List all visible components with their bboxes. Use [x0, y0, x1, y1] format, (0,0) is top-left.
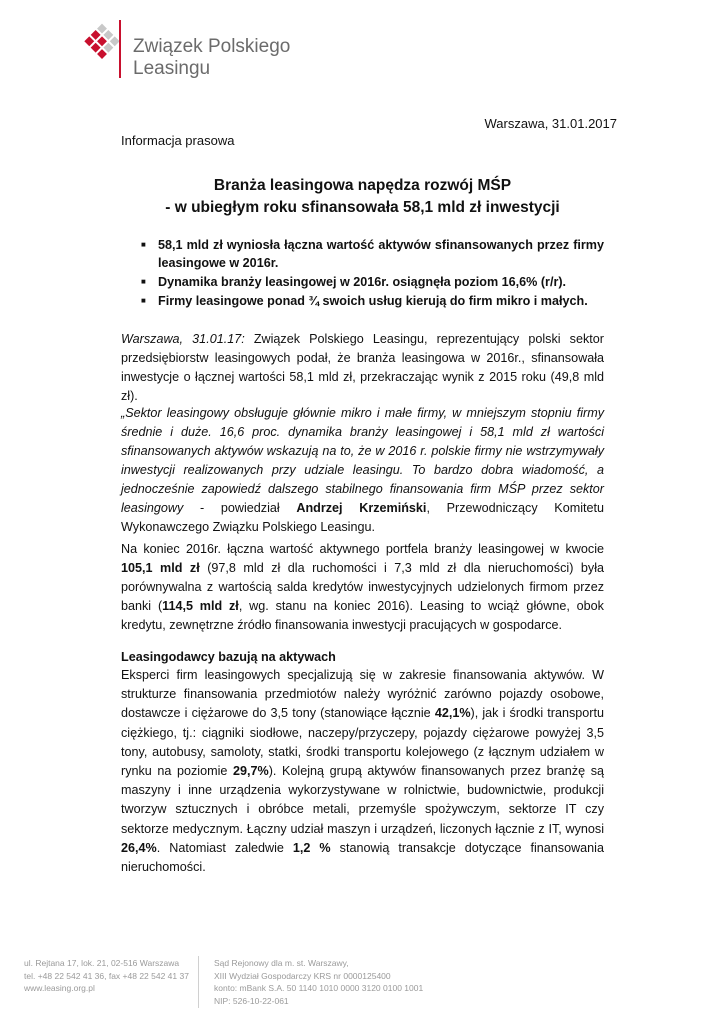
footer-account: konto: mBank S.A. 50 1140 1010 0000 3120 0100 1001 [214, 983, 424, 993]
footer-divider [198, 956, 199, 1008]
document-type: Informacja prasowa [121, 133, 235, 148]
intro-text: Związek Polskiego Leasingu, reprezentujący polski sektor przedsiębiorstw leasingowych podał, że branża leasingowa w 2016r., sfinansowała inwestycje o łącznej wartości 58,1 mld zł, przekraczając wynik z 2015 roku (49,8 mld zł). [121, 332, 604, 403]
portfolio-paragraph [121, 540, 604, 635]
logo-line-2: Leasingu [133, 58, 211, 79]
title-line-2: - w ubiegłym roku sfinansowała 58,1 mld zł inwestycji [165, 199, 560, 216]
logo-wordmark [133, 36, 290, 80]
footer-phone: tel. +48 22 542 41 36, fax +48 22 542 41 37 [24, 970, 189, 981]
highlight-value: 114,5 mld zł [162, 599, 239, 613]
highlight-value: 105,1 mld zł [121, 561, 200, 575]
intro-paragraph [121, 330, 604, 406]
footer-contact [24, 957, 189, 995]
highlight-value: 42,1% [434, 706, 471, 721]
footer-registry [214, 957, 423, 1007]
footer-krs: XIII Wydział Gospodarczy KRS nr 0000125400 [214, 970, 391, 981]
key-point: ■ Dynamika branży leasingowej w 2016r. osiągnęła poziom 16,6% (r/r). [121, 273, 604, 291]
quote-role: , Przewodniczący Komitetu Wykonawczego Związku Polskiego Leasingu. [121, 501, 604, 534]
highlight-value: 1,2 % [292, 840, 331, 855]
text-run: ). Kolejną grupą aktywów finansowanych przez branżę są maszyny i inne urządzenia wykorzystywane w rolnictwie, budownictwie, produkcji tworzyw sztucznych i obróbce metali, przemyśle spożywczym, sektorze IT czy sektorze medycznym. Łączny udział maszyn i urządzeń, liczonych łącznie z IT, wynosi [121, 764, 604, 836]
key-point: ■ Firmy leasingowe ponad ¾ swoich usług kierują do firm mikro i małych. [121, 292, 604, 310]
text-run: Na koniec 2016r. łączna wartość aktywnego portfela branży leasingowej w kwocie [121, 542, 604, 556]
key-points-list [121, 236, 604, 311]
title-line-1: Branża leasingowa napędza rozwój MŚP [213, 177, 512, 194]
assets-paragraph [121, 666, 604, 877]
text-run: ), jak i środki transportu ciężkiego, tj.: ciągniki siodłowe, naczepy/przyczepy, pojazdy ciężarowe powyżej 3,5 tony, autobusy, samoloty, statki, środki transportu kolejowego (z łącznym udziałem w rynku na poziomie [121, 706, 604, 779]
footer-court: Sąd Rejonowy dla m. st. Warszawy, [214, 958, 349, 968]
text-run: (97,8 mld zł dla ruchomości i 7,3 mld zł dla nieruchomości) była porównywalna z wartością salda kredytów inwestycyjnych udzielonych firmom przez banki ( [121, 561, 604, 613]
logo-line-1: Związek Polskiego [133, 36, 291, 57]
quote-person: Andrzej Krzemiński [296, 501, 427, 515]
logo-divider [119, 20, 121, 78]
page-title [121, 175, 604, 219]
text-run: Eksperci firm leasingowych specjalizują się w zakresie finansowania aktywów. W strukturze finansowania przedmiotów należy wyróżnić zarówno pojazdy osobowe, dostawcze i ciężarowe do 3,5 tony (stanowiące łącznie [121, 668, 604, 721]
highlight-value: 26,4% [121, 840, 157, 855]
section-heading: Leasingodawcy bazują na aktywach [121, 650, 336, 664]
text-run: , wg. stanu na koniec 2016). Leasing to wciąż główne, obok kredytu, zewnętrzne źródło finansowania inwestycji pracujących w gospodarce. [121, 599, 604, 632]
footer-address: ul. Rejtana 17, lok. 21, 02-516 Warszawa [24, 958, 180, 968]
footer-nip: NIP: 526-10-22-061 [214, 995, 289, 1006]
quote-said: - powiedział [183, 501, 297, 515]
footer-website-link[interactable]: www.leasing.org.pl [24, 983, 95, 993]
quote-paragraph [121, 404, 604, 537]
text-run: stanowią transakcje dotyczące finansowania nieruchomości. [121, 840, 604, 875]
place-date: Warszawa, 31.01.2017 [484, 116, 617, 131]
text-run: . Natomiast zaledwie [156, 840, 293, 855]
highlight-value: 29,7% [233, 764, 269, 779]
key-point: ■ 58,1 mld zł wyniosła łączna wartość aktywów sfinansowanych przez firmy leasingowe w 2016r. [121, 236, 604, 272]
quote-text: „Sektor leasingowy obsługuje głównie mikro i małe firmy, w mniejszym stopniu firmy średnie i duże. 16,6 proc. dynamika branży leasingowej i 58,1 mld zł wartości sfinansowanych aktywów wskazują na to, że w 2016 r. polskie firmy nie wstrzymywały inwestycji realizowanych przy udziale leasingu. To bardzo dobra wiadomość, a jednocześnie zapowiedź dalszego stabilnego finansowania firm MŚP przez sektor leasingowy [121, 406, 604, 515]
dateline: Warszawa, 31.01.17: [121, 332, 245, 346]
